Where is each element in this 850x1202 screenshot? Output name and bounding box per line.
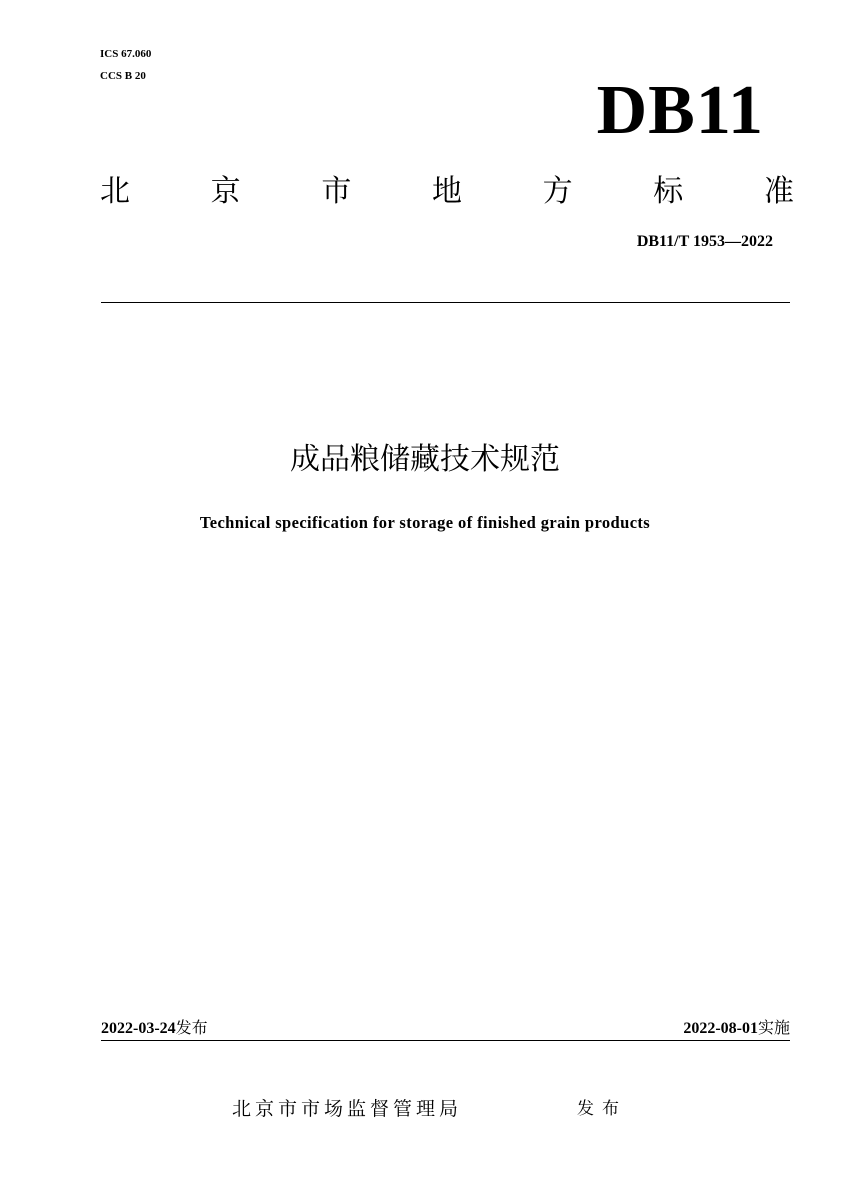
issue-label: 发布 [175, 1018, 208, 1037]
ccs-code: CCS B 20 [100, 70, 146, 82]
standard-type-char: 地 [431, 174, 462, 209]
issuing-authority: 北京市市场监督管理局 [232, 1098, 463, 1120]
dates-row [101, 1018, 790, 1041]
standard-type-char: 北 [100, 174, 130, 209]
standard-type-char: 京 [210, 174, 241, 209]
standard-type-char: 标 [653, 174, 684, 209]
standard-type-char: 市 [321, 174, 352, 209]
issue-date: 2022-03-24 [101, 1020, 176, 1037]
publish-label: 发布 [577, 1099, 627, 1119]
classification-codes [100, 43, 151, 87]
standard-number: DB11/T 1953—2022 [636, 233, 773, 250]
implementation-date-block [683, 1018, 790, 1039]
implementation-label: 实施 [757, 1018, 790, 1037]
ics-code: ICS 67.060 [100, 48, 152, 60]
standard-type-char: 方 [542, 174, 573, 209]
implementation-date: 2022-08-01 [683, 1020, 758, 1037]
issue-date-block [101, 1018, 208, 1039]
title-english: Technical specification for storage of finished grain products [199, 513, 651, 532]
standard-type-char: 准 [763, 174, 794, 209]
title-chinese: 成品粮储藏技术规范 [290, 442, 560, 477]
standard-type-heading [100, 166, 794, 210]
header-divider [101, 302, 790, 303]
db11-logo: DB11 [596, 72, 764, 149]
